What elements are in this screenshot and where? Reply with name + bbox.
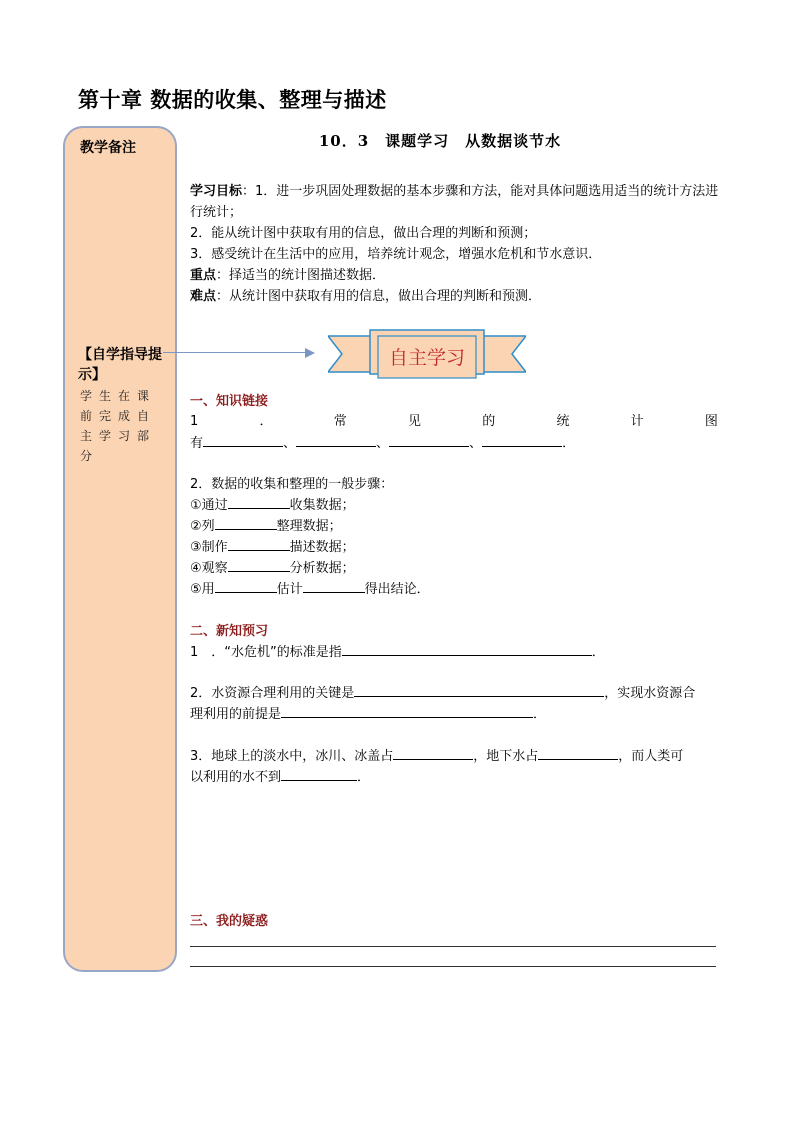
teaching-notes-sidebar (63, 126, 177, 972)
key-point: 重点：择适当的统计图描述数据． (190, 268, 386, 283)
difficulty-point: 难点：从统计图中获取有用的信息，做出合理的判断和预测． (190, 289, 542, 304)
step-blank[interactable] (215, 578, 277, 593)
step-blank[interactable] (215, 515, 277, 530)
doubt-answer-line[interactable] (190, 946, 716, 947)
answer-blank[interactable] (354, 682, 604, 697)
answer-blank[interactable] (281, 703, 533, 718)
section2-heading: 二、新知预习 (190, 624, 269, 639)
s2-q2-line1: 2．水资源合理利用的关键是 ，实现水资源合 (190, 682, 695, 704)
chart-type-blank[interactable] (482, 432, 562, 447)
chart-type-blank[interactable] (296, 432, 376, 447)
s1-step5: ⑤用 估计 得出结论． (190, 578, 430, 600)
answer-blank[interactable] (342, 641, 592, 656)
pointer-arrow-head-icon (305, 348, 315, 358)
section3-heading: 三、我的疑惑 (190, 914, 269, 929)
s1-q1-line2: 有 、 、 、 ． (190, 432, 575, 454)
goals-label: 学习目标 (190, 184, 243, 199)
doubt-answer-line[interactable] (190, 966, 716, 967)
pointer-arrow-line (163, 352, 308, 353)
goals-line3: 3．感受统计在生活中的应用，培养统计观念，增强水危机和节水意识． (190, 247, 602, 262)
self-study-banner (328, 328, 526, 380)
sidebar-hint-note: 学生在课前完成自主学习部分 (80, 389, 157, 463)
s1-step4: ④观察 分析数据； (190, 557, 355, 579)
step-blank[interactable] (228, 494, 290, 509)
chart-type-blank[interactable] (203, 432, 283, 447)
chart-type-blank[interactable] (389, 432, 469, 447)
s1-step3: ③制作 描述数据； (190, 536, 355, 558)
goals-line2: 2．能从统计图中获取有用的信息，做出合理的判断和预测； (190, 226, 537, 241)
banner-text: 自主学习 (388, 347, 466, 369)
step-blank[interactable] (228, 536, 290, 551)
chapter-title: 第十章 数据的收集、整理与描述 (78, 88, 387, 112)
s2-q2-line2: 理利用的前提是 ． (190, 703, 546, 725)
learning-goals (190, 181, 730, 307)
s2-q1: 1 ．“水危机”的标准是指 ． (190, 641, 605, 663)
s1-q2: 2．数据的收集和整理的一般步骤： (190, 477, 394, 492)
s2-q3-line1: 3．地球上的淡水中，冰川、冰盖占 ，地下水占 ，而人类可 (190, 745, 683, 767)
answer-blank[interactable] (393, 745, 473, 760)
section1-heading: 一、知识链接 (190, 394, 269, 409)
answer-blank[interactable] (538, 745, 618, 760)
s1-step1: ①通过 收集数据； (190, 494, 355, 516)
s1-step2: ②列 整理数据； (190, 515, 342, 537)
lesson-title: 10．3 课题学习 从数据谈节水 (318, 132, 562, 150)
s2-q3-line2: 以利用的水不到 ． (190, 766, 370, 788)
goals-line1: 学习目标：1．进一步巩固处理数据的基本步骤和方法，能对具体问题选用适当的统计方法进行统计； (190, 184, 719, 220)
s1-q1-line1: 1 ． 常 见 的 统 计 图 (190, 414, 718, 429)
answer-blank[interactable] (281, 766, 357, 781)
sidebar-title: 教学备注 (80, 140, 136, 156)
step-blank[interactable] (303, 578, 365, 593)
sidebar-hint-title: 【自学指导提示】 (78, 347, 162, 383)
step-blank[interactable] (228, 557, 290, 572)
